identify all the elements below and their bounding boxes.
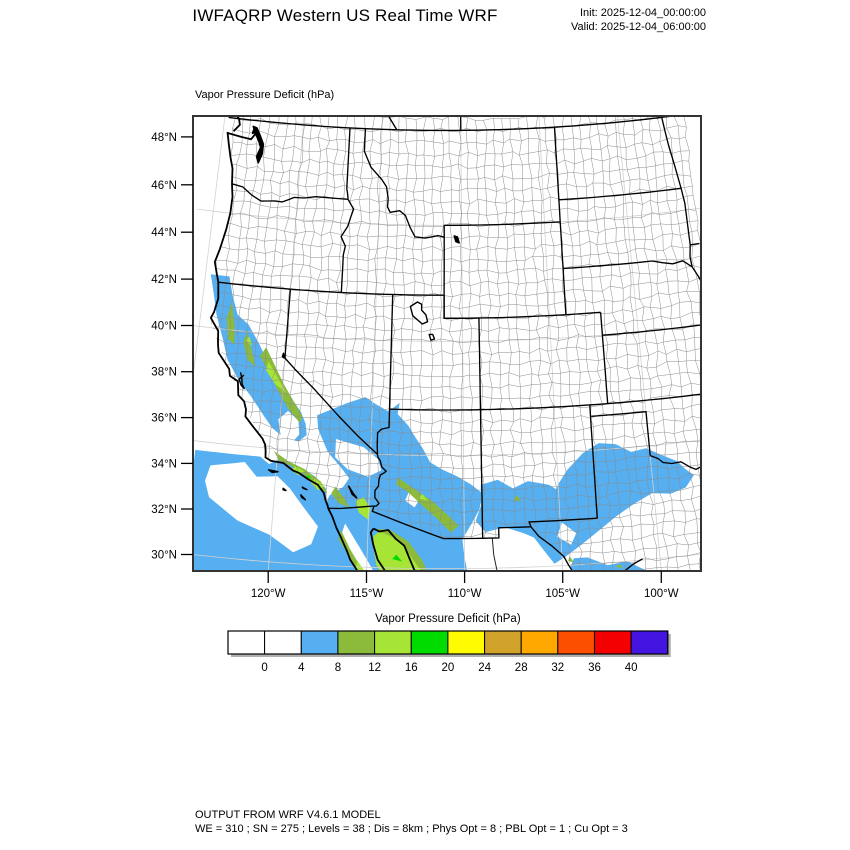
- colorbar-title: Vapor Pressure Deficit (hPa): [375, 613, 521, 625]
- colorbar-tick-label: 16: [404, 662, 418, 674]
- colorbar-cell: [448, 631, 485, 654]
- colorbar-tick-label: 8: [334, 662, 342, 674]
- colorbar-tick-label: 12: [368, 662, 381, 674]
- colorbar-tick-label: 4: [298, 662, 305, 674]
- colorbar-cell: [301, 631, 338, 654]
- colorbar-tick-label: 40: [624, 662, 638, 674]
- colorbar-tick-label: 28: [514, 662, 528, 674]
- y-tick-label: 32°N: [151, 504, 177, 516]
- y-tick-label: 30°N: [151, 549, 177, 562]
- footer-model-info: [195, 809, 628, 837]
- colorbar-cell: [265, 631, 302, 654]
- x-axis: [251, 571, 679, 600]
- page-title: IWFAQRP Western US Real Time WRF: [192, 6, 498, 25]
- colorbar-cell: [375, 631, 412, 654]
- colorbar-cell: [485, 631, 522, 654]
- map-variable-title: Vapor Pressure Deficit (hPa): [195, 89, 335, 101]
- y-tick-label: 44°N: [151, 227, 177, 240]
- colorbar-tick-label: 20: [441, 662, 455, 674]
- x-tick-label: 120°W: [250, 588, 286, 600]
- colorbar: [228, 613, 671, 674]
- footer-line1: OUTPUT FROM WRF V4.6.1 MODEL: [195, 809, 381, 821]
- y-tick-label: 38°N: [151, 366, 177, 379]
- y-tick-label: 34°N: [151, 458, 177, 471]
- y-tick-label: 42°N: [151, 274, 177, 287]
- colorbar-tick-label: 0: [261, 662, 268, 674]
- y-axis: [151, 132, 193, 562]
- y-tick-label: 40°N: [151, 320, 177, 333]
- colorbar-cell: [521, 631, 558, 654]
- colorbar-cell: [558, 631, 595, 654]
- y-tick-label: 48°N: [151, 131, 177, 144]
- colorbar-cell: [411, 631, 448, 654]
- y-tick-label: 46°N: [151, 179, 177, 192]
- colorbar-tick-label: 32: [551, 662, 565, 674]
- x-tick-label: 110°W: [447, 588, 482, 600]
- colorbar-cell: [631, 631, 668, 654]
- mexico-state-lines: [492, 538, 498, 591]
- x-tick-label: 115°W: [349, 588, 384, 600]
- colorbar-tick-label: 36: [588, 662, 601, 674]
- y-tick-label: 36°N: [151, 412, 177, 425]
- valid-timestamp: Valid: 2025-12-04_06:00:00: [571, 20, 706, 33]
- footer-line2: WE = 310 ; SN = 275 ; Levels = 38 ; Dis = 8km ; Phys Opt = 8 ; PBL Opt = 1 ; Cu Opt = 3: [195, 822, 628, 835]
- colorbar-tick-label: 24: [478, 662, 491, 674]
- colorbar-cell: [338, 631, 375, 654]
- colorbar-cell: [595, 631, 632, 654]
- colorbar-cell: [228, 631, 265, 654]
- x-tick-label: 100°W: [643, 588, 679, 600]
- x-tick-label: 105°W: [545, 588, 581, 600]
- init-timestamp: Init: 2025-12-04_00:00:00: [580, 7, 706, 19]
